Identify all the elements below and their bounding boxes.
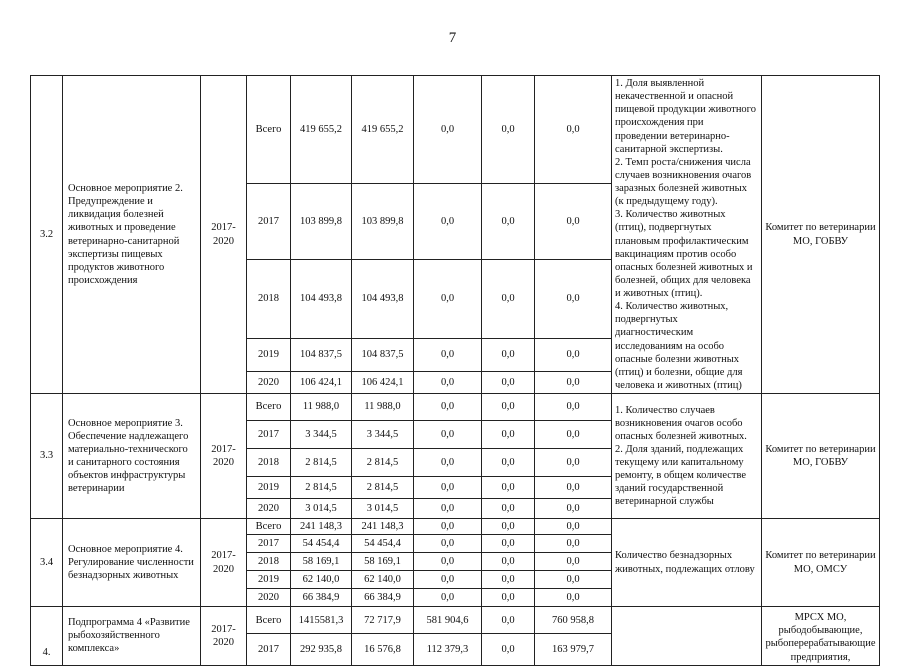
indicator-item: 1. Доля выявленной некачественной и опасной пищевой продукции животного происхождения при проведении ветеринарно-санитарной экспертизы. xyxy=(615,78,756,155)
subprogram-name-text: Подпрограмма 4 «Развитие рыбохозяйственного комплекса» xyxy=(68,617,190,655)
value-total: 54 454,4 xyxy=(291,535,352,553)
value-municipal: 0,0 xyxy=(482,421,535,449)
value-total: 3 014,5 xyxy=(291,499,352,519)
measure-name xyxy=(63,76,201,394)
year-label: Всего xyxy=(247,607,291,634)
value-total: 106 424,1 xyxy=(291,371,352,393)
program-table xyxy=(30,75,880,666)
indicators xyxy=(612,519,762,607)
value-federal: 0,0 xyxy=(414,519,482,535)
value-total: 62 140,0 xyxy=(291,571,352,589)
value-regional: 2 814,5 xyxy=(352,477,414,499)
value-municipal: 0,0 xyxy=(482,634,535,665)
indicators xyxy=(612,76,762,394)
value-total: 104 837,5 xyxy=(291,339,352,372)
value-regional: 16 576,8 xyxy=(352,634,414,665)
value-regional: 54 454,4 xyxy=(352,535,414,553)
value-other: 0,0 xyxy=(535,589,612,607)
value-federal: 112 379,3 xyxy=(414,634,482,665)
value-municipal: 0,0 xyxy=(482,371,535,393)
subprogram-name xyxy=(63,607,201,666)
value-municipal: 0,0 xyxy=(482,589,535,607)
year-label: 2020 xyxy=(247,499,291,519)
value-other: 0,0 xyxy=(535,449,612,477)
year-label: 2017 xyxy=(247,634,291,665)
page-number: 7 xyxy=(448,30,457,46)
year-label: 2017 xyxy=(247,535,291,553)
value-other: 0,0 xyxy=(535,477,612,499)
value-federal: 0,0 xyxy=(414,535,482,553)
year-label: 2019 xyxy=(247,477,291,499)
value-other: 0,0 xyxy=(535,553,612,571)
value-other: 0,0 xyxy=(535,519,612,535)
table-row xyxy=(31,394,880,421)
value-total: 58 169,1 xyxy=(291,553,352,571)
year-label: Всего xyxy=(247,76,291,184)
year-label: 2019 xyxy=(247,571,291,589)
value-regional: 241 148,3 xyxy=(352,519,414,535)
year-label: 2017 xyxy=(247,184,291,259)
period: 2017- 2020 xyxy=(201,76,247,394)
year-label: 2018 xyxy=(247,449,291,477)
indicator-item: 3. Количество животных (птиц), подвергнутых плановым профилактическим вакцинациям против особо опасных болезней животных и болезней, общих для человека и животных (птиц). xyxy=(615,209,753,299)
year-label: Всего xyxy=(247,519,291,535)
year-label: 2018 xyxy=(247,553,291,571)
value-regional: 106 424,1 xyxy=(352,371,414,393)
indicator-item: Количество безнадзорных животных, подлежащих отлову xyxy=(615,550,755,575)
table-row xyxy=(31,76,880,184)
value-other: 0,0 xyxy=(535,421,612,449)
value-total: 1415581,3 xyxy=(291,607,352,634)
value-municipal: 0,0 xyxy=(482,339,535,372)
value-federal: 0,0 xyxy=(414,371,482,393)
value-other: 760 958,8 xyxy=(535,607,612,634)
indicator-item: 4. Количество животных, подвергнутых диагностическим исследованиям на особо опасные болезни животных (птиц) и болезни, общие для человека и животных (птиц) xyxy=(615,301,743,391)
value-federal: 0,0 xyxy=(414,394,482,421)
value-regional: 72 717,9 xyxy=(352,607,414,634)
value-federal: 0,0 xyxy=(414,477,482,499)
period: 2017- 2020 xyxy=(201,607,247,666)
value-other: 0,0 xyxy=(535,259,612,338)
value-federal: 581 904,6 xyxy=(414,607,482,634)
value-total: 292 935,8 xyxy=(291,634,352,665)
indicator-item: 2. Темп роста/снижения числа случаев возникновения очагов заразных болезней животных (к предыдущему году). xyxy=(615,156,752,208)
value-regional: 3 344,5 xyxy=(352,421,414,449)
value-other: 0,0 xyxy=(535,76,612,184)
value-total: 241 148,3 xyxy=(291,519,352,535)
value-federal: 0,0 xyxy=(414,259,482,338)
indicator-item: 2. Доля зданий, подлежащих текущему или капитальному ремонту, в общем количестве зданий государственной ветеринарной службы xyxy=(615,443,747,508)
table-body xyxy=(31,76,880,666)
value-federal: 0,0 xyxy=(414,184,482,259)
value-other: 0,0 xyxy=(535,394,612,421)
value-other: 163 979,7 xyxy=(535,634,612,665)
value-other: 0,0 xyxy=(535,535,612,553)
value-federal: 0,0 xyxy=(414,553,482,571)
value-total: 104 493,8 xyxy=(291,259,352,338)
value-total: 3 344,5 xyxy=(291,421,352,449)
executor: МРСХ МО, рыбодобывающие, рыбоперерабатывающие предприятия, xyxy=(762,607,880,666)
year-label: 2020 xyxy=(247,589,291,607)
value-regional: 2 814,5 xyxy=(352,449,414,477)
value-federal: 0,0 xyxy=(414,76,482,184)
year-label: 2017 xyxy=(247,421,291,449)
value-municipal: 0,0 xyxy=(482,76,535,184)
value-federal: 0,0 xyxy=(414,339,482,372)
value-municipal: 0,0 xyxy=(482,553,535,571)
value-municipal: 0,0 xyxy=(482,477,535,499)
year-label: 2018 xyxy=(247,259,291,338)
value-municipal: 0,0 xyxy=(482,607,535,634)
year-label: 2019 xyxy=(247,339,291,372)
value-municipal: 0,0 xyxy=(482,519,535,535)
executor: Комитет по ветеринарии МО, ОМСУ xyxy=(762,519,880,607)
value-total: 2 814,5 xyxy=(291,449,352,477)
measure-name xyxy=(63,519,201,607)
row-number: 3.3 xyxy=(31,394,63,519)
value-federal: 0,0 xyxy=(414,589,482,607)
value-total: 103 899,8 xyxy=(291,184,352,259)
measure-name-text: Основное мероприятие 2. Предупреждение и ликвидация болезней животных и проведение ветеринарно-санитарной экспертизы пищевых продуктов животного происхождения xyxy=(68,183,183,286)
value-municipal: 0,0 xyxy=(482,449,535,477)
value-regional: 66 384,9 xyxy=(352,589,414,607)
measure-name-text: Основное мероприятие 3. Обеспечение надлежащего материально-технического и санитарного состояния объектов инфраструктуры ветеринарии xyxy=(68,417,189,495)
row-number: 4. xyxy=(31,607,63,666)
value-other: 0,0 xyxy=(535,571,612,589)
value-federal: 0,0 xyxy=(414,449,482,477)
value-total: 66 384,9 xyxy=(291,589,352,607)
value-regional: 58 169,1 xyxy=(352,553,414,571)
value-regional: 104 493,8 xyxy=(352,259,414,338)
value-other: 0,0 xyxy=(535,499,612,519)
value-regional: 11 988,0 xyxy=(352,394,414,421)
value-municipal: 0,0 xyxy=(482,535,535,553)
value-regional: 62 140,0 xyxy=(352,571,414,589)
value-regional: 103 899,8 xyxy=(352,184,414,259)
value-other: 0,0 xyxy=(535,184,612,259)
table-row xyxy=(31,519,880,535)
executor: Комитет по ветеринарии МО, ГОБВУ xyxy=(762,394,880,519)
value-federal: 0,0 xyxy=(414,571,482,589)
value-federal: 0,0 xyxy=(414,421,482,449)
value-regional: 3 014,5 xyxy=(352,499,414,519)
value-other: 0,0 xyxy=(535,339,612,372)
measure-name-text: Основное мероприятие 4. Регулирование численности безнадзорных животных xyxy=(68,543,194,582)
value-total: 11 988,0 xyxy=(291,394,352,421)
value-regional: 419 655,2 xyxy=(352,76,414,184)
value-municipal: 0,0 xyxy=(482,499,535,519)
indicators xyxy=(612,607,762,666)
period: 2017- 2020 xyxy=(201,519,247,607)
year-label: Всего xyxy=(247,394,291,421)
value-municipal: 0,0 xyxy=(482,571,535,589)
value-total: 419 655,2 xyxy=(291,76,352,184)
value-municipal: 0,0 xyxy=(482,394,535,421)
indicators xyxy=(612,394,762,519)
row-number: 3.2 xyxy=(31,76,63,394)
measure-name xyxy=(63,394,201,519)
executor: Комитет по ветеринарии МО, ГОБВУ xyxy=(762,76,880,394)
value-municipal: 0,0 xyxy=(482,259,535,338)
period: 2017- 2020 xyxy=(201,394,247,519)
value-federal: 0,0 xyxy=(414,499,482,519)
value-total: 2 814,5 xyxy=(291,477,352,499)
value-municipal: 0,0 xyxy=(482,184,535,259)
row-number: 3.4 xyxy=(31,519,63,607)
value-other: 0,0 xyxy=(535,371,612,393)
year-label: 2020 xyxy=(247,371,291,393)
table-row xyxy=(31,607,880,634)
indicator-item: 1. Количество случаев возникновения очагов особо опасных болезней животных. xyxy=(615,404,747,442)
value-regional: 104 837,5 xyxy=(352,339,414,372)
